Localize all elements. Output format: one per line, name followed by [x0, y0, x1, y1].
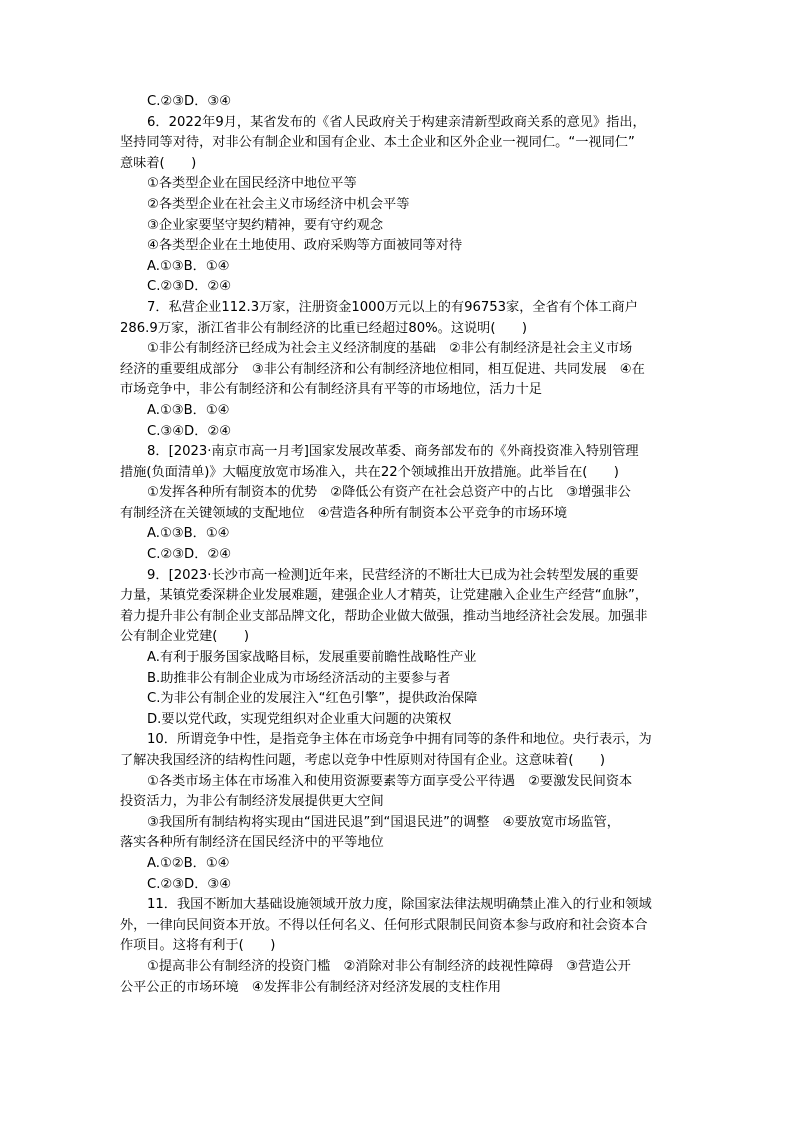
question-list: [120, 92, 676, 998]
text-line: C.③④D．②④: [147, 423, 232, 439]
text-line: 力量，某镇党委深耕企业发展难题，建强企业人才精英，让党建融入企业生产经营“血脉”，: [120, 588, 648, 604]
text-line: A.①③B．①④: [147, 258, 230, 274]
text-line: C.②③D．③④: [147, 876, 232, 892]
text-line: 10．所谓竞争中性，是指竞争主体在市场竞争中拥有同等的条件和地位。央行表示，为: [147, 732, 652, 748]
text-line: C.②③D．②④: [147, 279, 232, 295]
question-q7: [120, 298, 676, 442]
text-line: ④各类型企业在土地使用、政府采购等方面被同等对待: [147, 238, 463, 254]
text-line: ②各类型企业在社会主义市场经济中机会平等: [147, 196, 410, 212]
question-q5-tail: [120, 92, 676, 113]
text-line: D.要以党代政，实现党组织对企业重大问题的决策权: [147, 711, 452, 727]
text-line: ①各类市场主体在市场准入和使用资源要素等方面享受公平待遇 ②要激发民间资本: [147, 773, 633, 789]
text-line: C.②③D．②④: [147, 547, 232, 563]
text-line: A.有利于服务国家战略目标，发展重要前瞻性战略性产业: [147, 650, 477, 666]
text-line: ①提高非公有制经济的投资门槛 ②消除对非公有制经济的歧视性障碍 ③营造公开: [147, 958, 631, 974]
text-line: 着力提升非公有制企业支部品牌文化，帮助企业做大做强，推动当地经济社会发展。加强非: [120, 608, 648, 624]
text-line: 有制经济在关键领域的支配地位 ④营造各种所有制资本公平竞争的市场环境: [120, 505, 568, 521]
text-line: ③企业家要坚守契约精神，要有守约观念: [147, 217, 384, 233]
text-line: B.助推非公有制企业成为市场经济活动的主要参与者: [147, 670, 451, 686]
text-line: 了解决我国经济的结构性问题，考虑以竞争中性原则对待国有企业。这意味着( ): [120, 753, 606, 768]
text-line: 坚持同等对待，对非公有制企业和国有企业、本土企业和区外企业一视同仁。“一视同仁”: [120, 135, 635, 151]
question-q6: [120, 113, 676, 298]
text-line: 投资活力，为非公有制经济发展提供更大空间: [120, 794, 384, 810]
text-line: 市场竞争中，非公有制经济和公有制经济具有平等的市场地位，活力十足: [120, 382, 542, 398]
text-line: 11．我国不断加大基础设施领域开放力度，除国家法律法规明确禁止准入的行业和领域: [147, 897, 652, 913]
text-line: 9．[2023·长沙市高一检测]近年来，民营经济的不断壮大已成为社会转型发展的重要: [147, 567, 639, 583]
question-q9: [120, 566, 676, 731]
text-line: 经济的重要组成部分 ③非公有制经济和公有制经济地位相同，相互促进、共同发展 ④在: [120, 361, 645, 377]
text-line: 公平公正的市场环境 ④发挥非公有制经济对经济发展的支柱作用: [120, 979, 502, 995]
text-line: ③我国所有制结构将实现由“国进民退”到“国退民进”的调整 ④要放宽市场监管，: [147, 814, 620, 830]
question-q11: [120, 895, 676, 998]
text-line: 7．私营企业112.3万家，注册资金1000万元以上的有96753家，全省有个体工商户: [147, 299, 638, 315]
text-line: 外，一律向民间资本开放。不得以任何名义、任何形式限制民间资本参与政府和社会资本合: [120, 917, 648, 933]
text-line: C.②③D．③④: [147, 94, 232, 109]
text-line: 落实各种所有制经济在国民经济中的平等地位: [120, 835, 384, 851]
text-line: ①发挥各种所有制资本的优势 ②降低公有资产在社会总资产中的占比 ③增强非公: [147, 485, 631, 501]
question-q10: [120, 730, 676, 895]
question-q8: [120, 442, 676, 566]
text-line: 286.9万家，浙江省非公有制经济的比重已经超过80%。这说明( ): [120, 320, 528, 336]
text-line: ①非公有制经济已经成为社会主义经济制度的基础 ②非公有制经济是社会主义市场: [147, 341, 633, 357]
text-line: 公有制企业党建( ): [120, 629, 249, 645]
text-line: A.①②B．①④: [147, 855, 230, 871]
text-line: A.①③B．①④: [147, 402, 230, 418]
text-line: A.①③B．①④: [147, 526, 230, 542]
text-line: 作项目。这将有利于( ): [120, 938, 276, 954]
text-line: 措施(负面清单)》大幅度放宽市场准入，共在22个领域推出开放措施。此举旨在( ): [120, 464, 619, 480]
text-line: 6．2022年9月，某省发布的《省人民政府关于构建亲清新型政商关系的意见》指出，: [147, 114, 646, 130]
text-line: ①各类型企业在国民经济中地位平等: [147, 176, 357, 192]
text-line: C.为非公有制企业的发展注入“红色引擎”，提供政治保障: [147, 691, 478, 707]
text-line: 8．[2023·南京市高一月考]国家发展改革委、商务部发布的《外商投资准入特别管理: [147, 444, 639, 460]
text-line: 意味着( ): [120, 155, 197, 171]
